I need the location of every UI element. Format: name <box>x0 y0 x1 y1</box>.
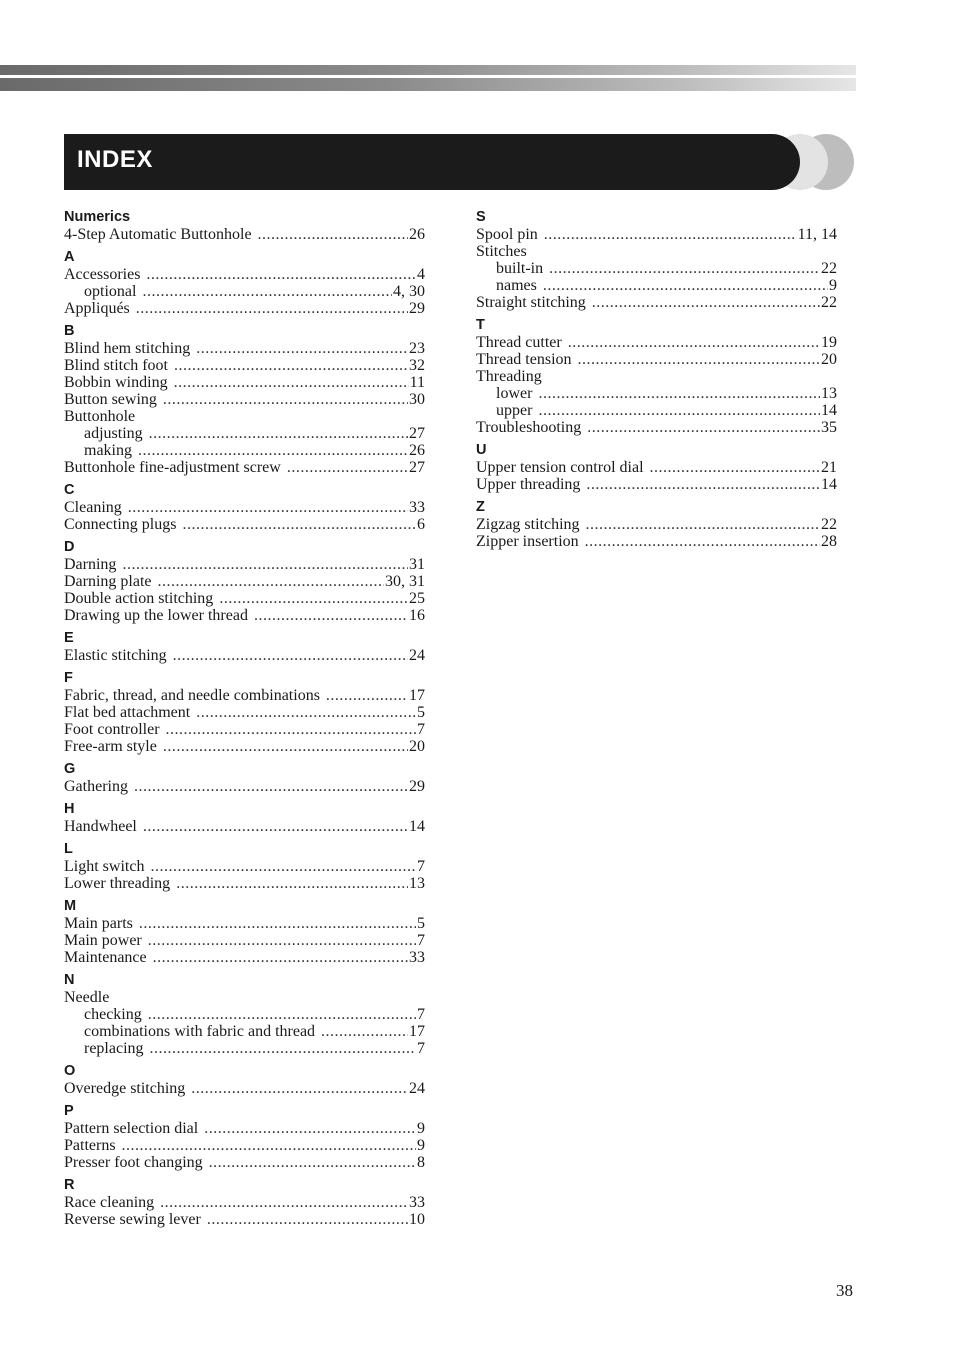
dot-leader <box>176 875 408 892</box>
dot-leader <box>254 607 408 624</box>
section-heading: R <box>64 1177 75 1193</box>
index-entry <box>476 243 837 260</box>
dot-leader <box>196 704 416 721</box>
section-heading: A <box>64 249 75 265</box>
entry-page: 7 <box>417 932 425 949</box>
dot-leader <box>166 721 416 738</box>
index-entry <box>64 226 425 243</box>
entry-term: Light switch <box>64 858 145 875</box>
entry-term: Gathering <box>64 778 128 795</box>
dot-leader <box>549 260 820 277</box>
entry-term: Darning <box>64 556 117 573</box>
dot-leader <box>538 402 820 419</box>
entry-term: Spool pin <box>476 226 538 243</box>
section-heading: O <box>64 1063 76 1079</box>
entry-term: Elastic stitching <box>64 647 167 664</box>
entry-page: 22 <box>821 260 837 277</box>
dot-leader <box>538 385 820 402</box>
dot-leader <box>209 1154 416 1171</box>
section-heading: F <box>64 670 73 686</box>
entry-page: 30 <box>409 391 425 408</box>
index-entry <box>64 1154 425 1171</box>
section-heading: P <box>64 1103 74 1119</box>
section-heading: G <box>64 761 76 777</box>
dot-leader <box>146 266 416 283</box>
index-subentry <box>64 1006 425 1023</box>
index-entry <box>476 476 837 493</box>
entry-term: Foot controller <box>64 721 160 738</box>
entry-term: names <box>496 277 537 294</box>
dot-leader <box>150 1040 416 1057</box>
entry-page: 32 <box>409 357 425 374</box>
index-entry <box>64 915 425 932</box>
entry-page: 35 <box>821 419 837 436</box>
entry-page: 14 <box>821 402 837 419</box>
section-heading: T <box>476 317 485 333</box>
entry-page: 30, 31 <box>385 573 425 590</box>
entry-page: 24 <box>409 647 425 664</box>
entry-page: 23 <box>409 340 425 357</box>
entry-term: adjusting <box>84 425 143 442</box>
entry-term: Upper tension control dial <box>476 459 644 476</box>
entry-term: Fabric, thread, and needle combinations <box>64 687 320 704</box>
index-entry <box>476 368 837 385</box>
entry-term: Appliqués <box>64 300 130 317</box>
index-entry <box>476 533 837 550</box>
index-subentry <box>64 283 425 300</box>
dot-leader <box>139 915 416 932</box>
dot-leader <box>149 425 408 442</box>
index-entry <box>64 875 425 892</box>
entry-term: Race cleaning <box>64 1194 155 1211</box>
entry-term: Troubleshooting <box>476 419 582 436</box>
entry-term: Pattern selection dial <box>64 1120 199 1137</box>
entry-term: Upper threading <box>476 476 581 493</box>
section-heading: C <box>64 482 75 498</box>
entry-page: 6 <box>417 516 425 533</box>
index-entry <box>64 499 425 516</box>
section-heading: L <box>64 841 73 857</box>
dot-leader <box>138 442 408 459</box>
entry-term: combinations with fabric and thread <box>84 1023 316 1040</box>
entry-page: 20 <box>409 738 425 755</box>
section-heading: M <box>64 898 77 914</box>
section-heading: Numerics <box>64 209 131 225</box>
index-subentry <box>64 425 425 442</box>
entry-page: 21 <box>821 459 837 476</box>
entry-term: Button sewing <box>64 391 157 408</box>
index-entry <box>64 704 425 721</box>
dot-leader <box>585 533 820 550</box>
index-entry <box>64 590 425 607</box>
entry-page: 26 <box>409 442 425 459</box>
entry-term: Double action stitching <box>64 590 214 607</box>
entry-page: 20 <box>821 351 837 368</box>
entry-term: Maintenance <box>64 949 147 966</box>
entry-page: 26 <box>409 226 425 243</box>
section-heading: Z <box>476 499 485 515</box>
index-entry <box>64 357 425 374</box>
index-entry <box>476 419 837 436</box>
entry-page: 9 <box>417 1137 425 1154</box>
index-entry <box>476 459 837 476</box>
index-subentry <box>476 260 837 277</box>
entry-page: 28 <box>821 533 837 550</box>
entry-page: 8 <box>417 1154 425 1171</box>
dot-leader <box>650 459 820 476</box>
index-entry <box>64 989 425 1006</box>
index-entry <box>476 294 837 311</box>
dot-leader <box>592 294 820 311</box>
index-entry <box>64 721 425 738</box>
dot-leader <box>544 226 797 243</box>
dot-leader <box>163 738 408 755</box>
entry-page: 10 <box>409 1211 425 1228</box>
dot-leader <box>204 1120 416 1137</box>
index-entry <box>64 300 425 317</box>
index-subentry <box>64 1040 425 1057</box>
entry-page: 31 <box>409 556 425 573</box>
entry-term: Drawing up the lower thread <box>64 607 248 624</box>
dot-leader <box>258 226 408 243</box>
index-entry <box>64 340 425 357</box>
entry-term: Bobbin winding <box>64 374 168 391</box>
entry-term: Stitches <box>476 243 527 260</box>
index-entry <box>64 932 425 949</box>
dot-leader <box>321 1023 408 1040</box>
entry-term: Lower threading <box>64 875 171 892</box>
index-entry <box>64 1120 425 1137</box>
entry-term: Needle <box>64 989 110 1006</box>
entry-term: Presser foot changing <box>64 1154 203 1171</box>
entry-term: Handwheel <box>64 818 137 835</box>
dot-leader <box>174 374 409 391</box>
dot-leader <box>134 778 408 795</box>
dot-leader <box>586 476 820 493</box>
section-heading: S <box>476 209 486 225</box>
entry-page: 33 <box>409 949 425 966</box>
section-heading: E <box>64 630 74 646</box>
entry-term: lower <box>496 385 533 402</box>
entry-term: Flat bed attachment <box>64 704 191 721</box>
section-heading: H <box>64 801 75 817</box>
entry-page: 9 <box>417 1120 425 1137</box>
entry-term: Buttonhole fine-adjustment screw <box>64 459 281 476</box>
entry-term: Main parts <box>64 915 133 932</box>
dot-leader <box>287 459 408 476</box>
index-entry <box>476 516 837 533</box>
entry-page: 7 <box>417 1040 425 1057</box>
dot-leader <box>142 283 392 300</box>
index-subentry <box>476 402 837 419</box>
entry-term: optional <box>84 283 137 300</box>
entry-term: Thread cutter <box>476 334 562 351</box>
entry-term: Thread tension <box>476 351 572 368</box>
dot-leader <box>326 687 408 704</box>
entry-page: 9 <box>829 277 837 294</box>
dot-leader <box>191 1080 408 1097</box>
entry-term: Buttonhole <box>64 408 136 425</box>
entry-page: 27 <box>409 425 425 442</box>
entry-term: Overedge stitching <box>64 1080 186 1097</box>
index-entry <box>64 949 425 966</box>
entry-page: 14 <box>409 818 425 835</box>
dot-leader <box>122 1137 416 1154</box>
entry-page: 13 <box>821 385 837 402</box>
entry-term: 4-Step Automatic Buttonhole <box>64 226 252 243</box>
index-entry <box>64 687 425 704</box>
title-banner <box>64 134 800 190</box>
index-entry <box>64 818 425 835</box>
dot-leader <box>128 499 408 516</box>
entry-term: Main power <box>64 932 142 949</box>
entry-page: 13 <box>409 875 425 892</box>
index-entry <box>64 607 425 624</box>
index-subentry <box>64 1023 425 1040</box>
entry-page: 24 <box>409 1080 425 1097</box>
dot-leader <box>207 1211 408 1228</box>
entry-term: Reverse sewing lever <box>64 1211 201 1228</box>
entry-page: 27 <box>409 459 425 476</box>
entry-page: 11 <box>409 374 425 391</box>
entry-term: replacing <box>84 1040 144 1057</box>
index-entry <box>64 1137 425 1154</box>
index-entry <box>64 266 425 283</box>
dot-leader <box>578 351 820 368</box>
page-number: 38 <box>836 1281 853 1300</box>
entry-page: 7 <box>417 1006 425 1023</box>
index-subentry <box>64 442 425 459</box>
dot-leader <box>568 334 820 351</box>
entry-page: 7 <box>417 721 425 738</box>
index-entry <box>64 778 425 795</box>
entry-term: making <box>84 442 132 459</box>
entry-term: Threading <box>476 368 542 385</box>
index-entry <box>64 556 425 573</box>
dot-leader <box>173 647 408 664</box>
entry-page: 5 <box>417 915 425 932</box>
index-entry <box>64 1211 425 1228</box>
page-title: INDEX <box>77 146 153 173</box>
entry-term: Blind stitch foot <box>64 357 168 374</box>
entry-page: 29 <box>409 778 425 795</box>
section-heading: B <box>64 323 75 339</box>
index-entry <box>64 858 425 875</box>
dot-leader <box>150 858 416 875</box>
dot-leader <box>219 590 408 607</box>
entry-term: built-in <box>496 260 544 277</box>
dot-leader <box>136 300 408 317</box>
entry-page: 22 <box>821 516 837 533</box>
index-entry <box>476 351 837 368</box>
index-entry <box>64 374 425 391</box>
section-heading: N <box>64 972 75 988</box>
entry-page: 17 <box>409 687 425 704</box>
dot-leader <box>196 340 408 357</box>
entry-term: Free-arm style <box>64 738 157 755</box>
index-entry <box>64 459 425 476</box>
entry-page: 5 <box>417 704 425 721</box>
dot-leader <box>122 556 408 573</box>
dot-leader <box>153 949 408 966</box>
index-subentry <box>476 385 837 402</box>
dot-leader <box>148 1006 416 1023</box>
index-entry <box>64 647 425 664</box>
entry-page: 25 <box>409 590 425 607</box>
entry-page: 22 <box>821 294 837 311</box>
index-column-left <box>64 209 425 1228</box>
entry-term: Accessories <box>64 266 141 283</box>
dot-leader <box>160 1194 408 1211</box>
entry-term: Patterns <box>64 1137 116 1154</box>
dot-leader <box>182 516 416 533</box>
dot-leader <box>174 357 408 374</box>
entry-page: 11, 14 <box>797 226 837 243</box>
entry-term: Blind hem stitching <box>64 340 191 357</box>
header-gradient-bar <box>0 65 856 91</box>
index-entry <box>64 738 425 755</box>
dot-leader <box>587 419 820 436</box>
entry-page: 33 <box>409 1194 425 1211</box>
entry-page: 17 <box>409 1023 425 1040</box>
entry-term: Zipper insertion <box>476 533 579 550</box>
entry-page: 29 <box>409 300 425 317</box>
index-column-right <box>476 209 837 550</box>
entry-page: 4, 30 <box>393 283 425 300</box>
index-subentry <box>476 277 837 294</box>
dot-leader <box>143 818 408 835</box>
entry-page: 7 <box>417 858 425 875</box>
entry-term: Zigzag stitching <box>476 516 580 533</box>
index-entry <box>64 516 425 533</box>
index-entry <box>64 1194 425 1211</box>
index-entry <box>64 573 425 590</box>
dot-leader <box>543 277 828 294</box>
dot-leader <box>586 516 820 533</box>
entry-page: 33 <box>409 499 425 516</box>
index-entry <box>64 391 425 408</box>
index-entry <box>64 408 425 425</box>
dot-leader <box>148 932 416 949</box>
entry-term: Cleaning <box>64 499 122 516</box>
entry-term: checking <box>84 1006 142 1023</box>
index-entry <box>64 1080 425 1097</box>
dot-leader <box>158 573 384 590</box>
header-bar-line <box>0 75 856 78</box>
index-entry <box>476 226 837 243</box>
entry-term: Connecting plugs <box>64 516 177 533</box>
dot-leader <box>163 391 408 408</box>
section-heading: D <box>64 539 75 555</box>
entry-page: 19 <box>821 334 837 351</box>
entry-page: 4 <box>417 266 425 283</box>
entry-term: Straight stitching <box>476 294 586 311</box>
section-heading: U <box>476 442 487 458</box>
index-entry <box>476 334 837 351</box>
entry-term: upper <box>496 402 533 419</box>
entry-term: Darning plate <box>64 573 152 590</box>
entry-page: 14 <box>821 476 837 493</box>
entry-page: 16 <box>409 607 425 624</box>
